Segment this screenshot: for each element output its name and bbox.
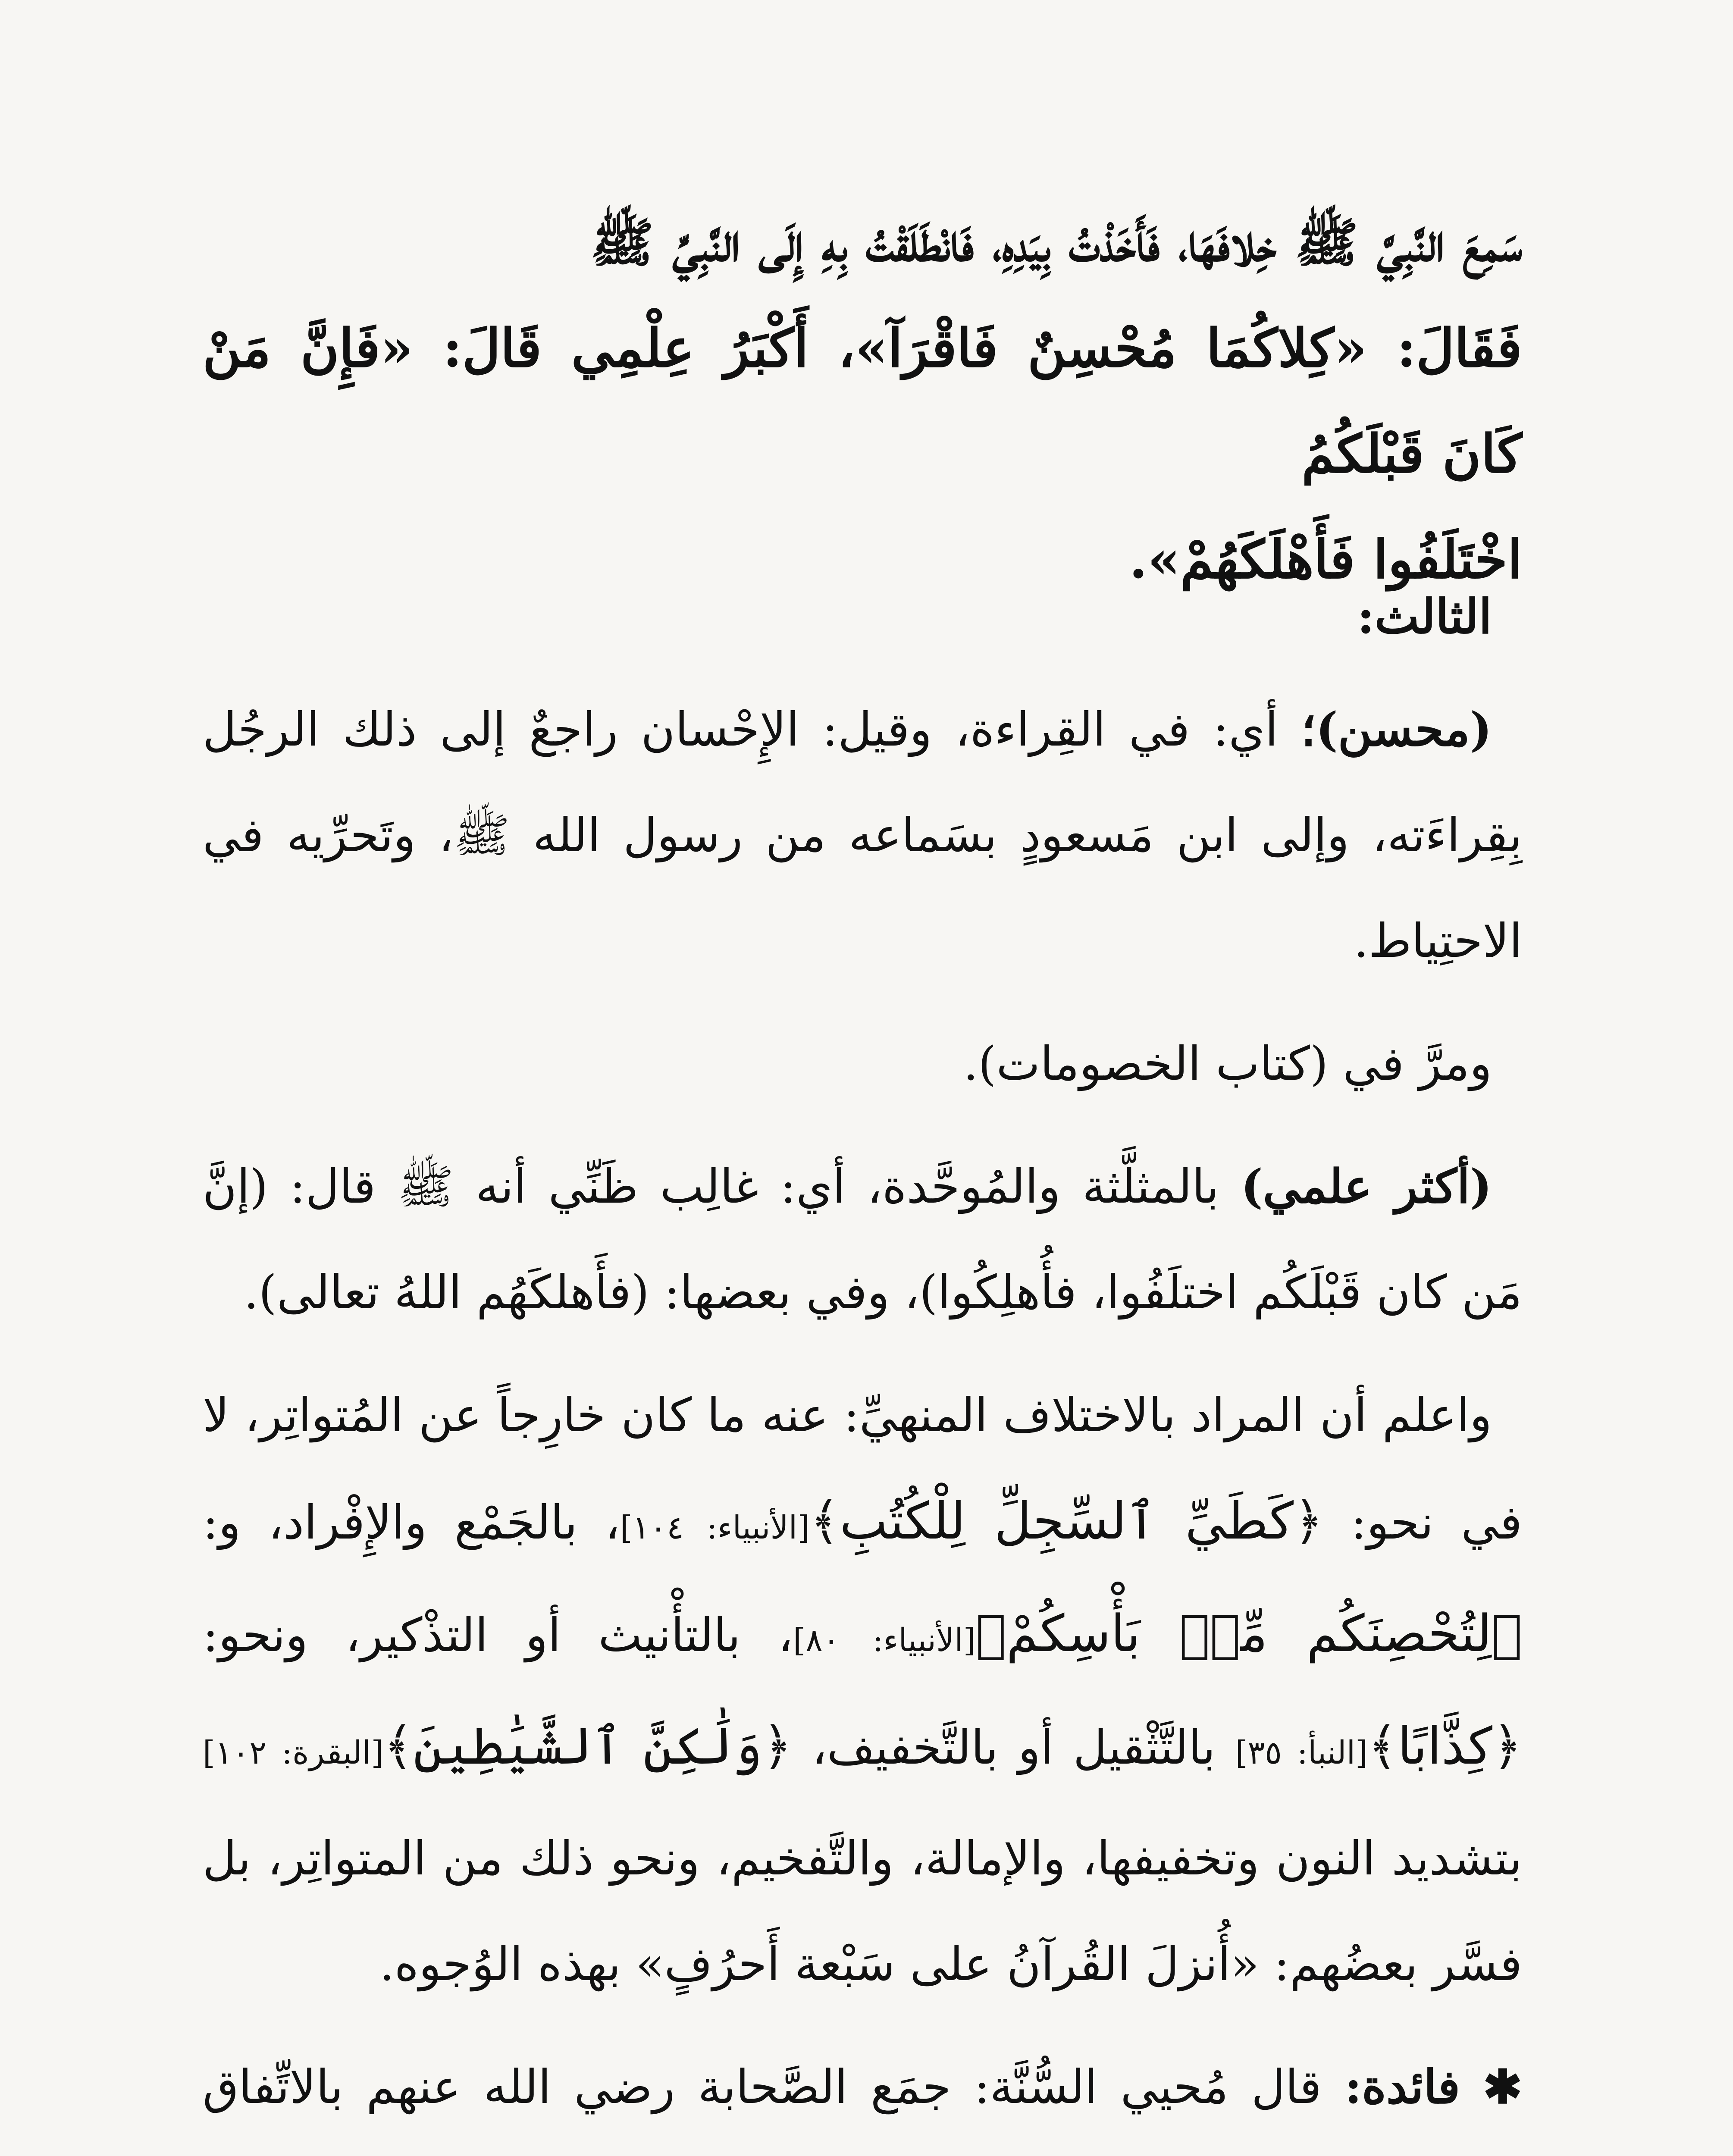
verse-reference: [البقرة: ١٠٢] xyxy=(203,1734,384,1771)
quran-verse: ﴿وَلَٰكِنَّ ٱلشَّيَٰطِينَ﴾ xyxy=(383,1716,793,1776)
verse-reference: [النبأ: ٣٥] xyxy=(1235,1734,1368,1771)
paragraph-text: بالتَّثْقيل أو بالتَّخفيف، xyxy=(792,1721,1235,1775)
lemma-muhsin: (محسن)؛ xyxy=(1301,702,1492,757)
paragraph-akthar-ilmi xyxy=(203,1134,1522,1345)
hadith-text xyxy=(203,190,1522,612)
hadith-line-1: سَمِعَ النَّبِيَّ ﷺ خِلافَهَا، فَأَخَذْتُ بِيَدِهِ، فَانْطَلَقْتُ بِهِ إِلَى النَّبِيِّ ﷺ xyxy=(590,211,1522,273)
verse-reference: [الأنبياء: ١٠٤] xyxy=(620,1509,810,1546)
paragraph-khusumat xyxy=(203,1011,1522,1117)
paragraph-text: أي: في القِراءة، وقيل: الإِحْسان راجعٌ إلى ذلك الرجُل بِقِراءَته، وإلى ابن مَسعودٍ بسَماعه من رسول الله ﷺ، وتَحرِّيه في الاحتِياط. xyxy=(203,703,1522,968)
paragraph-muhsin xyxy=(203,677,1522,994)
star-bullet-icon: ✱ xyxy=(1483,2060,1522,2114)
paragraph-ikhtilaf xyxy=(203,1363,1522,2017)
quran-verse: ﴿كَطَيِّ ٱلسِّجِلِّ لِلْكُتُبِ﴾ xyxy=(810,1491,1324,1551)
paragraph-text: ومرَّ في (كتاب الخصومات). xyxy=(963,1037,1492,1091)
quran-verse: ﴿لِتُحْصِنَكُم مِّنۢ بَأْسِكُمْ﴾ xyxy=(975,1604,1522,1663)
paragraph-text: بالمثلَّثة والمُوحَّدة، أي: غالِب ظَنِّي أنه ﷺ قال: (إنَّ مَن كان قَبْلَكُم اختلَفُوا، فأُهلِكُوا)، وفي بعضها: (فأَهلكَهُم اللهُ تعالى). xyxy=(203,1160,1522,1319)
quran-verse: ﴿كِذَّابًا﴾ xyxy=(1368,1716,1523,1776)
paragraph-text: واعلم أن المراد بالاختلاف المنهيِّ: عنه ما كان خارِجاً عن المُتواتِر، لا في نحو: xyxy=(203,1388,1522,1550)
lemma-faida: فائدة: xyxy=(1344,2060,1460,2114)
paragraph-text: ، بالجَمْع والإِفْراد، و: xyxy=(203,1496,620,1550)
paragraph-faida xyxy=(203,2034,1522,2156)
paragraph-text: قال مُحيي السُّنَّة: جمَع الصَّحابة رضي الله عنهم بالاتِّفاق xyxy=(203,2060,1322,2114)
paragraph-text: ، بالتأْنيث أو التذْكير، ونحو: xyxy=(203,1608,793,1662)
hadith-line-3: اخْتَلَفُوا فَأَهْلَكَهُمْ». xyxy=(1129,528,1522,590)
lemma-akthar-ilmi: (أكثر علمي) xyxy=(1241,1159,1492,1214)
paragraph-text: بتشديد النون وتخفيفها، والإمالة، والتَّفخيم، ونحو ذلك من المتواتِر، بل فسَّر بعضُهم: «أُنزلَ القُرآنُ على سَبْعة أَحرُفٍ» بهذه الوُجوه. xyxy=(203,1832,1522,1991)
verse-reference: [الأنبياء: ٨٠] xyxy=(793,1622,976,1659)
hadith-line-2: فَقَالَ: «كِلاكُمَا مُحْسِنٌ فَاقْرَآ»، أَكْبَرُ عِلْمِي قَالَ: «فَإِنَّ مَنْ كَانَ قَبْلَكُمُ xyxy=(203,317,1522,485)
section-heading: الثالث: xyxy=(1357,589,1492,644)
commentary xyxy=(203,573,1522,2156)
